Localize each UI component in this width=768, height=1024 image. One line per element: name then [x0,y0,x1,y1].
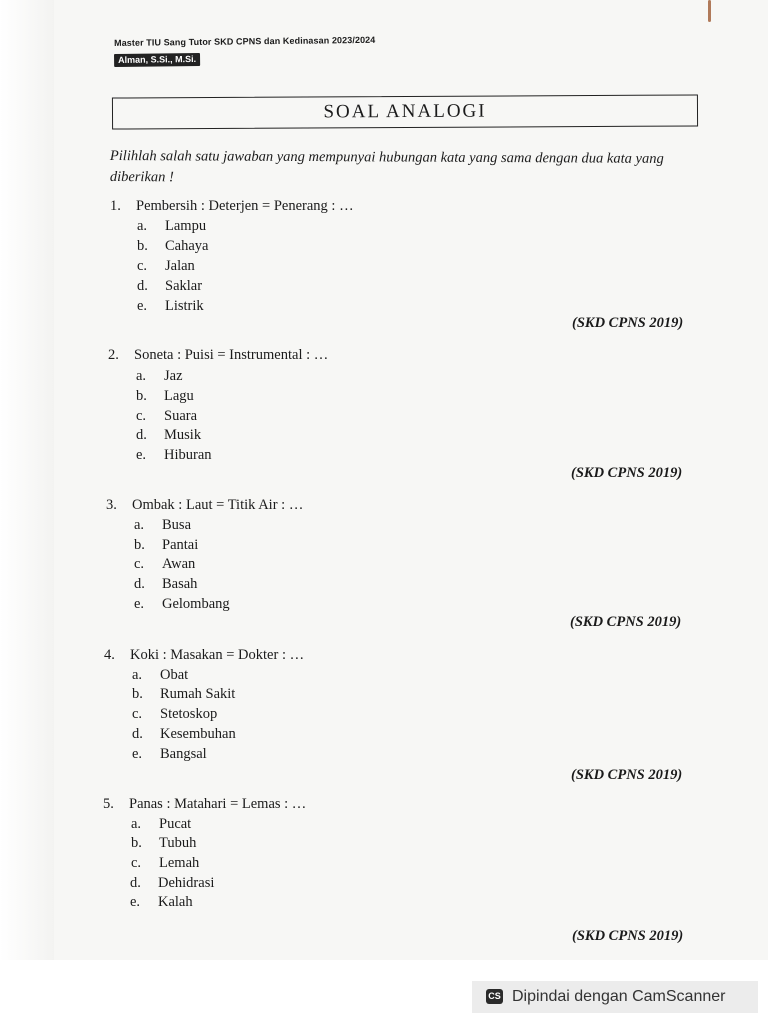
question-stem [110,198,354,215]
option-item [131,816,191,833]
question-text: Soneta : Puisi = Instrumental : … [134,347,329,363]
option-text: Cahaya [165,238,209,254]
camscanner-watermark [472,981,758,1013]
page-title: SOAL ANALOGI [112,94,698,129]
option-item [134,517,191,534]
question-source: (SKD CPNS 2019) [570,614,682,630]
question-source: (SKD CPNS 2019) [571,767,683,783]
question-text: Ombak : Laut = Titik Air : … [132,497,304,513]
option-text: Hiburan [164,447,212,463]
option-item [134,596,230,613]
option-item [136,368,183,385]
option-letter: b. [134,537,145,553]
option-text: Rumah Sakit [160,686,236,702]
question-text: Koki : Masakan = Dokter : … [130,647,305,663]
option-letter: a. [136,368,147,384]
page-fold-mark [708,0,711,22]
option-text: Basah [162,576,198,592]
option-item [132,686,235,703]
option-letter: e. [134,596,145,612]
option-item [136,427,201,444]
option-text: Obat [160,667,189,683]
option-item [137,218,206,235]
option-text: Lagu [164,388,194,404]
option-letter: c. [134,556,145,572]
option-letter: d. [132,726,143,742]
option-letter: b. [132,686,143,702]
question-source: (SKD CPNS 2019) [572,928,684,944]
question-stem [103,796,306,813]
option-item [132,726,236,743]
option-letter: e. [137,298,148,314]
question-text: Pembersih : Deterjen = Penerang : … [136,198,354,214]
option-item [137,298,204,315]
option-letter: c. [131,855,142,871]
option-text: Jaz [164,368,183,384]
option-letter: d. [136,427,147,443]
instruction-text: Pilihlah salah satu jawaban yang mempunyai hubungan kata yang sama dengan dua kata yang diberikan ! [109,147,664,186]
option-letter: e. [136,447,147,463]
question-number: 1. [110,198,121,214]
option-item [137,278,202,295]
question-number: 3. [106,497,117,513]
option-text: Pantai [162,537,199,553]
option-item [134,556,195,573]
option-item [131,835,196,852]
option-item [137,258,195,275]
option-letter: d. [130,875,141,891]
camscanner-logo-icon: CS [486,989,503,1004]
question-number: 5. [103,796,114,812]
option-text: Bangsal [160,746,207,762]
option-letter: c. [132,706,143,722]
option-text: Tubuh [159,835,197,851]
option-text: Dehidrasi [158,875,215,891]
option-item [130,875,214,892]
question-number: 2. [108,347,119,363]
option-text: Pucat [159,816,192,832]
option-item [134,576,197,593]
option-text: Busa [162,517,191,533]
option-letter: e. [130,894,141,910]
option-item [136,408,197,425]
option-text: Kesembuhan [160,726,236,742]
option-text: Stetoskop [160,706,218,722]
option-letter: e. [132,746,143,762]
book-title: Master TIU Sang Tutor SKD CPNS dan Kedinasan 2023/2024 [114,34,376,48]
option-letter: c. [137,258,148,274]
option-text: Kalah [158,894,193,910]
watermark-text: Dipindai dengan CamScanner [512,988,726,1005]
question-number: 4. [104,647,115,663]
question-text: Panas : Matahari = Lemas : … [129,796,307,812]
option-item [132,706,217,723]
option-letter: b. [136,388,147,404]
question-stem [106,497,303,514]
option-letter: a. [137,218,148,234]
option-letter: c. [136,408,147,424]
option-text: Musik [164,427,202,443]
question-stem [108,347,328,364]
option-text: Saklar [165,278,203,294]
option-item [132,746,207,763]
option-item [136,388,194,405]
option-item [130,894,193,911]
option-letter: d. [134,576,145,592]
option-item [136,447,212,464]
question-source: (SKD CPNS 2019) [571,465,683,481]
option-letter: b. [131,835,142,851]
option-text: Lemah [159,855,200,871]
option-text: Gelombang [162,596,230,612]
option-text: Jalan [165,258,195,274]
option-letter: a. [132,667,143,683]
option-letter: a. [134,517,145,533]
question-stem [104,647,304,664]
option-item [134,537,198,554]
option-letter: a. [131,816,142,832]
option-letter: d. [137,278,148,294]
option-text: Suara [164,408,198,424]
option-text: Awan [162,556,196,572]
page-margin [0,0,54,1024]
option-text: Listrik [165,298,204,314]
author-badge: Alman, S.Si., M.Si. [114,53,200,67]
option-text: Lampu [165,218,207,234]
option-item [132,667,188,684]
option-letter: b. [137,238,148,254]
question-source: (SKD CPNS 2019) [572,315,684,331]
option-item [131,855,199,872]
option-item [137,238,208,255]
